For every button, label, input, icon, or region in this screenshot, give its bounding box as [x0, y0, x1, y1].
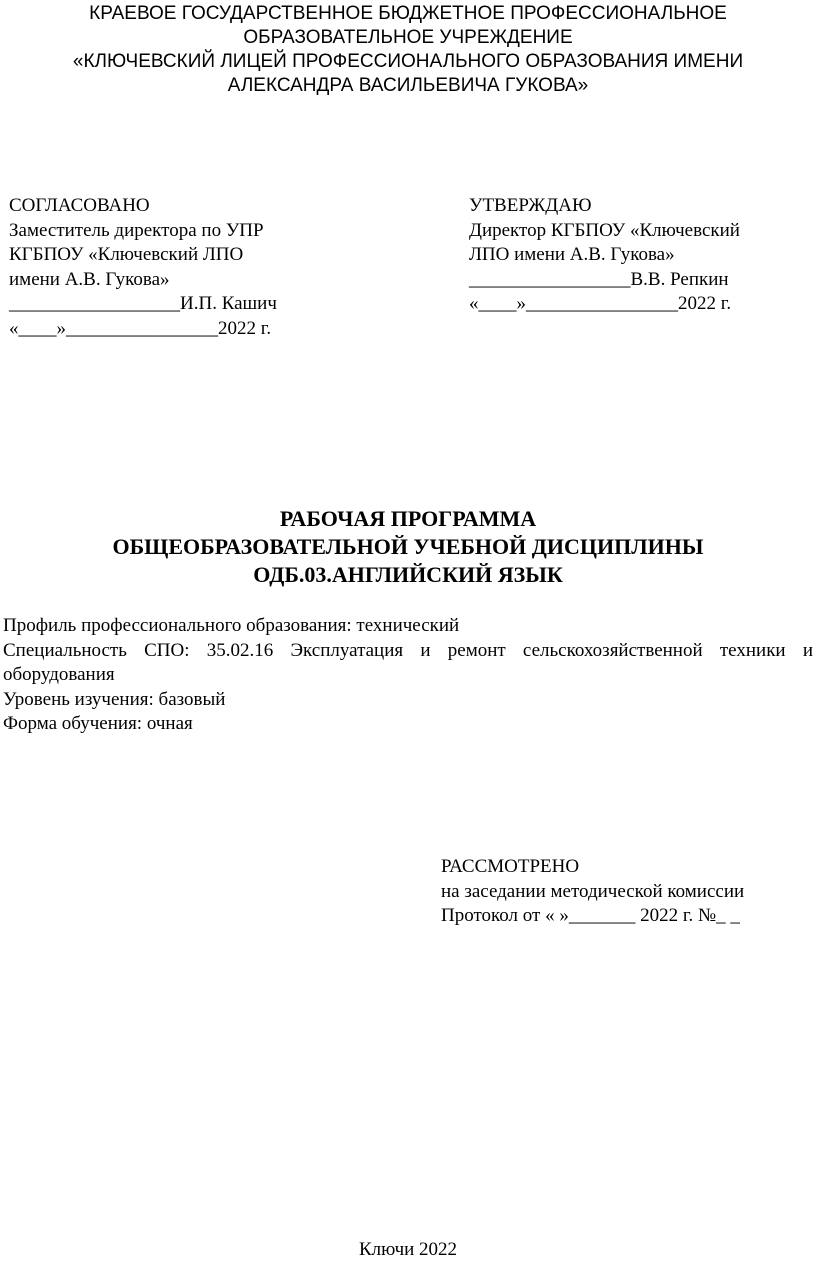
header-line-3: «КЛЮЧЕВСКИЙ ЛИЦЕЙ ПРОФЕССИОНАЛЬНОГО ОБРАЗОВАНИЯ ИМЕНИ: [72, 51, 744, 72]
agreed-block: [9, 194, 339, 341]
document-title: [0, 505, 816, 589]
program-info: [3, 614, 813, 737]
agreed-heading: СОГЛАСОВАНО: [9, 195, 150, 216]
specialty-line-1: Специальность СПО: 35.02.16 Эксплуатация и ремонт сельскохозяйственной техники и: [3, 639, 813, 661]
agreed-organization-name: имени А.В. Гукова»: [9, 268, 170, 290]
header-line-4: АЛЕКСАНДРА ВАСИЛЬЕВИЧА ГУКОВА»: [227, 75, 589, 96]
place-year: Ключи 2022: [358, 1239, 458, 1260]
approve-position: Директор КГБПОУ «Ключевский: [469, 219, 740, 241]
agreed-signature: __________________И.П. Кашич: [9, 293, 277, 314]
level-line: Уровень изучения: базовый: [3, 688, 226, 710]
reviewed-block: [441, 855, 811, 929]
title-line-3: ОДБ.03.АНГЛИЙСКИЙ ЯЗЫК: [253, 562, 563, 587]
reviewed-protocol: Протокол от « »_______ 2022 г. №_ _: [441, 905, 740, 926]
title-line-1: РАБОЧАЯ ПРОГРАММА: [279, 506, 537, 531]
approve-date: «____»________________2022 г.: [469, 293, 732, 314]
approve-signature: _________________В.В. Репкин: [469, 268, 729, 290]
header-line-2: ОБРАЗОВАТЕЛЬНОЕ УЧРЕЖДЕНИЕ: [243, 27, 573, 48]
profile-line: Профиль профессионального образования: технический: [3, 615, 460, 636]
approve-heading: УТВЕРЖДАЮ: [469, 195, 592, 216]
reviewed-heading: РАССМОТРЕНО: [441, 856, 580, 877]
institution-header: [0, 2, 816, 98]
reviewed-commission: на заседании методической комиссии: [441, 880, 745, 902]
agreed-organization: КГБПОУ «Ключевский ЛПО: [9, 244, 244, 265]
agreed-date: «____»________________2022 г.: [9, 317, 272, 339]
specialty-line-2: оборудования: [3, 664, 115, 685]
approve-organization: ЛПО имени А.В. Гукова»: [469, 244, 675, 265]
title-line-2: ОБЩЕОБРАЗОВАТЕЛЬНОЙ УЧЕБНОЙ ДИСЦИПЛИНЫ: [112, 534, 704, 559]
header-line-1: КРАЕВОЕ ГОСУДАРСТВЕННОЕ БЮДЖЕТНОЕ ПРОФЕССИОНАЛЬНОЕ: [89, 3, 727, 24]
form-line: Форма обучения: очная: [3, 713, 193, 734]
approve-block: [469, 194, 809, 317]
agreed-position: Заместитель директора по УПР: [9, 219, 264, 241]
